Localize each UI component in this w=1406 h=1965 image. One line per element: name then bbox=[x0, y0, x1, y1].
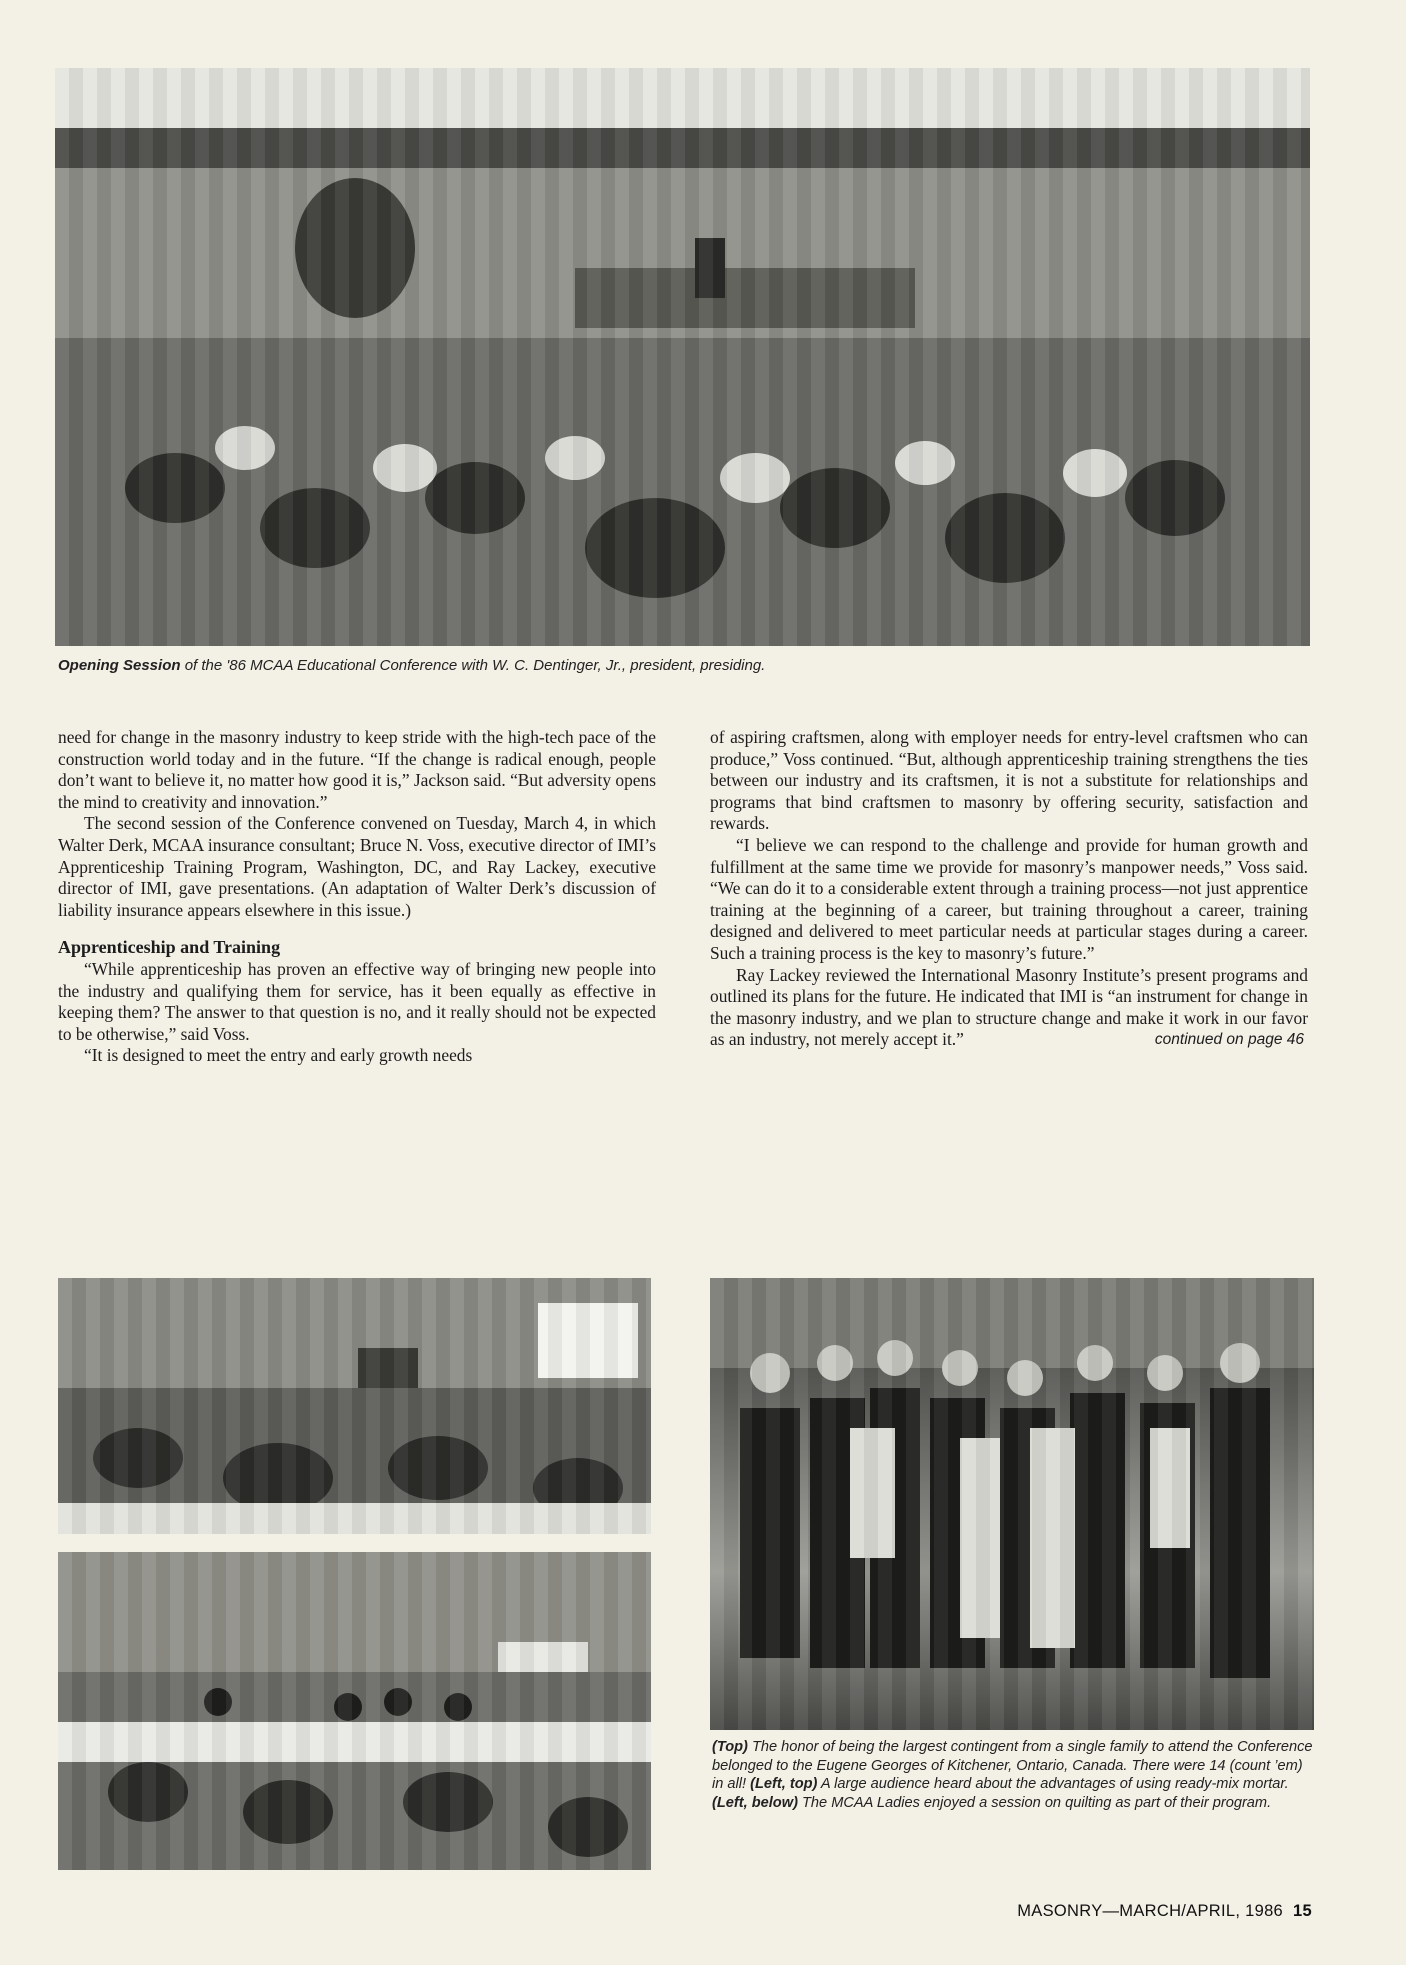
opening-session-photo-art bbox=[55, 68, 1310, 646]
paragraph-text: Ray Lackey reviewed the International Masonry Institute’s present programs and outlined its plans for the future. He indicated that IMI is “an instrument for change in the masonry industry, and we plan to structure change and make it work in our favor as an industry, not merely accept it.” bbox=[710, 964, 1308, 1050]
opening-session-caption bbox=[58, 657, 1308, 674]
caption-label-left-top: (Left, top) bbox=[750, 1776, 818, 1793]
opening-session-photo bbox=[55, 68, 1310, 646]
page-footer bbox=[940, 1902, 1312, 1921]
ready-mix-photo-art bbox=[58, 1278, 651, 1534]
paragraph: need for change in the masonry industry to keep stride with the high-tech pace of the construction world today and in the future. “If the change is radical enough, people don’t want to believe it, no matter how good it is,” Jackson said. “But adversity opens the mind to creativity and innovation.” bbox=[58, 727, 656, 812]
ladies-quilting-photo bbox=[58, 1552, 651, 1870]
caption-rest: of the '86 MCAA Educational Conference with W. C. Dentinger, Jr., president, presiding. bbox=[180, 657, 766, 674]
caption-text: A large audience heard about the advantages of using ready-mix mortar. bbox=[817, 1776, 1289, 1793]
paragraph: of aspiring craftsmen, along with employer needs for entry-level craftsmen who can produce,” Voss continued. “But, although apprenticeship training strengthens the ties between our industry and its craftsmen, it is not a substitute for relationships and programs that bind craftsmen to masonry by offering security, satisfaction and rewards. bbox=[710, 727, 1308, 834]
article-column-left bbox=[58, 727, 656, 1067]
caption-text: The honor of being the largest contingent from a single family to attend the Conference belonged to the Eugene Georges of Kitchener, Ontario, Canada. There were 14 (count ’em) in all! bbox=[712, 1739, 1313, 1793]
quilting-photo-art bbox=[58, 1552, 651, 1870]
article-column-right bbox=[710, 727, 1308, 1051]
paragraph: “While apprenticeship has proven an effective way of bringing new people into the industry and qualifying them for service, has it been equally as effective in keeping them? The answer to that question is no, and it really should not be expected to be otherwise,” said Voss. bbox=[58, 958, 656, 1044]
family-photo-art bbox=[710, 1278, 1314, 1730]
caption-bold-lead: Opening Session bbox=[58, 657, 181, 674]
caption-text: The MCAA Ladies enjoyed a session on quilting as part of their program. bbox=[797, 1794, 1272, 1811]
georges-family-photo bbox=[710, 1278, 1314, 1730]
continued-on-page-link[interactable]: continued on page 46 bbox=[1154, 1031, 1304, 1049]
page-number: 15 bbox=[1293, 1902, 1312, 1920]
paragraph bbox=[710, 965, 1308, 1051]
publication-title: MASONRY—MARCH/APRIL, 1986 bbox=[1017, 1902, 1284, 1920]
family-photo-caption bbox=[712, 1738, 1314, 1812]
caption-label-top: (Top) bbox=[712, 1739, 748, 1755]
caption-label-left-below: (Left, below) bbox=[712, 1794, 798, 1811]
paragraph: “I believe we can respond to the challenge and provide for human growth and fulfillment at the same time we provide for masonry’s manpower needs,” Voss said. “We can do it to a considerable extent through a training process—not just apprentice training at the beginning of a career, but training throughout a career, training designed and delivered to meet particular needs at particular stages during a career. Such a training process is the key to masonry’s future.” bbox=[710, 834, 1308, 963]
paragraph: “It is designed to meet the entry and early growth needs bbox=[84, 1045, 473, 1066]
section-heading: Apprenticeship and Training bbox=[58, 937, 281, 958]
ready-mix-audience-photo bbox=[58, 1278, 651, 1534]
paragraph: The second session of the Conference convened on Tuesday, March 4, in which Walter Derk, MCAA insurance consultant; Bruce N. Voss, executive director of IMI’s Apprenticeship Training Program, Washington, DC, and Ray Lackey, executive director of IMI, gave presentations. (An adaptation of Walter Derk’s discussion of liability insurance appears elsewhere in this issue.) bbox=[58, 813, 656, 920]
